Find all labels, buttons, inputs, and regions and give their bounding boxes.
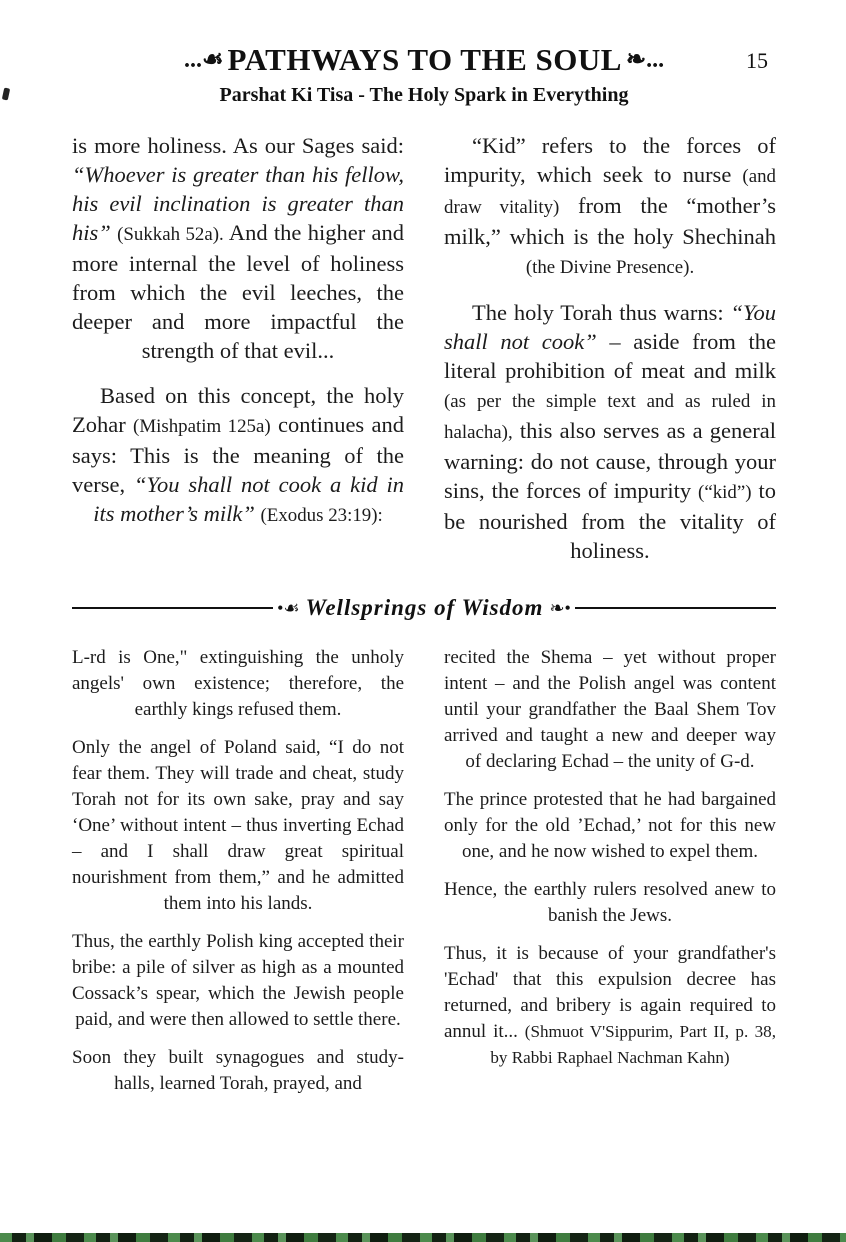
paragraph — [444, 941, 776, 1071]
wellsprings-left-column — [72, 645, 404, 1109]
text-segment: Thus, it is because of your grandfather's 'Echad' that this expulsion decree has returned, and bribery is again required to annul it... — [444, 943, 776, 1042]
document-page — [0, 42, 846, 1109]
page-title: PATHWAYS TO THE SOUL — [227, 42, 622, 77]
page-number: 15 — [746, 48, 768, 73]
paragraph — [72, 735, 404, 917]
decorative-bottom-border — [0, 1233, 846, 1242]
paragraph — [444, 131, 776, 282]
text-segment: – aside from the literal prohibition of meat and milk — [444, 329, 776, 383]
text-segment: to be nourished from the vitality of holiness. — [444, 478, 776, 563]
parsha-subtitle: Parshat Ki Tisa - The Holy Spark in Everything — [219, 84, 629, 106]
paragraph — [72, 131, 404, 365]
divider-flourish-left-icon: •☙ — [277, 597, 300, 618]
title-row — [72, 42, 776, 78]
text-segment: (Sukkah 52a). — [117, 224, 224, 245]
text-segment: (Exodus 23:19): — [260, 505, 383, 526]
text-segment: “You shall not cook” — [444, 300, 776, 354]
text-segment: “Kid” refers to the forces of impurity, which seek to nurse — [444, 133, 776, 187]
text-segment: continues and says: This is the meaning of the verse, — [72, 412, 404, 497]
paragraph — [72, 381, 404, 530]
text-segment: And the higher and more internal the level of holiness from which the evil leeches, the deeper and more impactful the strength of that evil... — [72, 220, 405, 363]
text-segment: The prince protested that he had bargained only for the old ’Echad,’ not for this new one, and he now wished to expel them. — [444, 789, 776, 862]
paragraph — [444, 298, 776, 565]
paragraph — [444, 787, 776, 865]
paragraph — [444, 645, 776, 775]
text-segment: is more holiness. As our Sages said: — [72, 133, 404, 158]
flourish-right-icon: ❧... — [625, 47, 665, 73]
main-right-column — [444, 131, 776, 581]
text-segment: this also serves as a general warning: do not cause, through your sins, the forces of impurity — [444, 418, 776, 503]
text-segment: (as per the simple text and as ruled in halacha), — [444, 391, 776, 443]
text-segment: “Whoever is greater than his fellow, his evil inclination is greater than his” — [72, 162, 404, 245]
text-segment: (“kid”) — [698, 482, 752, 503]
wellsprings-section — [72, 645, 776, 1109]
paragraph — [444, 877, 776, 929]
wellsprings-right-column — [444, 645, 776, 1109]
divider-flourish-right-icon: ❧• — [549, 597, 571, 618]
text-segment: Only the angel of Poland said, “I do not fear them. They will trade and cheat, study Torah not for its own sake, pray and say ‘One’ without intent – thus inverting Echad – and I shall draw great spiritual nourishment from them,” and he admitted them into his lands. — [72, 737, 404, 914]
text-segment: (the Divine Presence). — [525, 257, 695, 278]
text-segment: (and draw vitality) — [444, 166, 776, 218]
main-left-column — [72, 131, 404, 581]
section-divider — [72, 595, 776, 621]
paragraph — [72, 1045, 404, 1097]
divider-line-right — [575, 607, 776, 609]
text-segment: Hence, the earthly rulers resolved anew to banish the Jews. — [444, 879, 776, 926]
text-segment: Soon they built synagogues and study-halls, learned Torah, prayed, and — [72, 1047, 404, 1094]
text-segment: The holy Torah thus warns: — [472, 300, 731, 325]
text-segment: (Shmuot V'Sippurim, Part II, p. 38, by Rabbi Raphael Nachman Kahn) — [490, 1022, 777, 1067]
paragraph — [72, 645, 404, 723]
page-header — [72, 42, 776, 107]
text-segment: recited the Shema – yet without proper intent – and the Polish angel was content until your grandfather the Baal Shem Tov arrived and taught a new and deeper way of declaring Echad – the unity of G-d. — [444, 647, 776, 772]
text-segment: “You shall not cook a kid in its mother’s milk” — [93, 472, 404, 526]
text-segment: Thus, the earthly Polish king accepted their bribe: a pile of silver as high as a mounted Cossack’s spear, which the Jewish people paid, and were then allowed to settle there. — [72, 931, 404, 1030]
text-segment: Based on this concept, the holy Zohar — [72, 383, 404, 437]
paragraph — [72, 929, 404, 1033]
main-article — [72, 131, 776, 581]
text-segment: from the “mother’s milk,” which is the holy Shechinah — [444, 193, 776, 249]
section-title: Wellsprings of Wisdom — [305, 595, 544, 620]
divider-line-left — [72, 607, 273, 609]
text-segment: (Mishpatim 125a) — [133, 416, 271, 437]
flourish-left-icon: ...☙ — [183, 47, 224, 73]
text-segment: L-rd is One," extinguishing the unholy angels' own existence; therefore, the earthly kings refused them. — [72, 647, 404, 720]
